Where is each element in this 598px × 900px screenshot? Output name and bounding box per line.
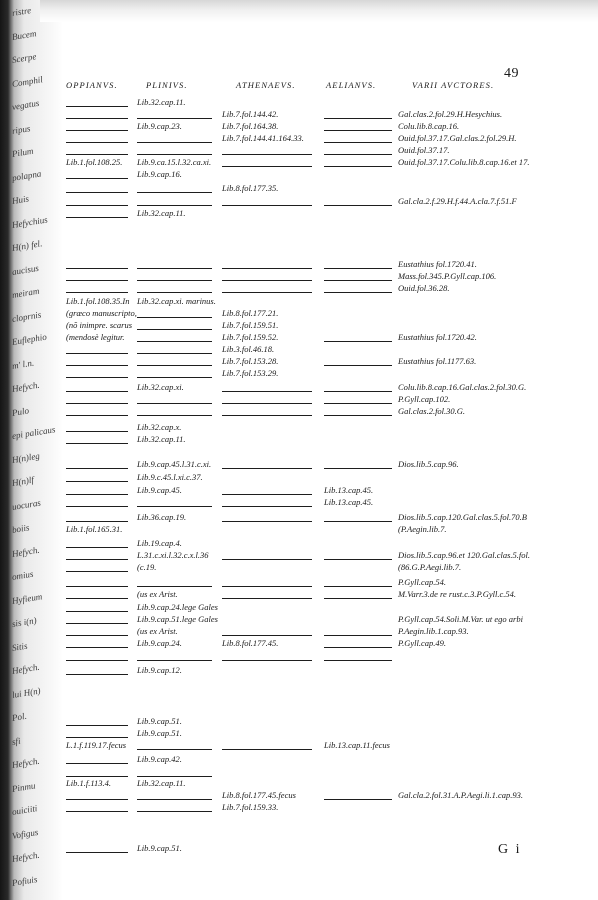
plinius-reference: Lib.9.cap.12. — [137, 665, 182, 675]
plinius-blank-rule — [137, 365, 212, 367]
varii-auctores-reference: Colu.lib.8.cap.16.Gal.clas.2.fol.30.G. — [398, 382, 527, 392]
athenaeus-reference: Lib.8.fol.177.45. — [222, 638, 279, 648]
varii-auctores-reference: (86.G.P.Aegi.lib.7. — [398, 562, 462, 572]
table-row — [0, 459, 598, 471]
left-page-fragment: Sitis — [11, 640, 29, 653]
varii-auctores-reference: Dios.lib.5.cap.96.et 120.Gal.clas.5.fol. — [398, 550, 530, 560]
athenaeus-reference: Lib.8.fol.177.21. — [222, 308, 279, 318]
aelianus-reference: Lib.13.cap.11.fecus — [324, 740, 390, 750]
table-row — [0, 283, 598, 295]
oppianus-blank-rule — [66, 494, 128, 496]
oppianus-blank-rule — [66, 547, 128, 549]
header-oppianus: OPPIANVS. — [66, 80, 118, 90]
varii-auctores-reference: Gal.clas.2.fol.29.H.Hesychius. — [398, 109, 503, 119]
table-row — [0, 589, 598, 601]
athenaeus-blank-rule — [222, 403, 312, 404]
oppianus-blank-rule — [66, 365, 128, 367]
plinius-reference: Lib.9.cap.24.lege Gales — [137, 602, 218, 612]
left-page-fragment: meiram — [11, 285, 40, 300]
plinius-blank-rule — [137, 268, 212, 270]
aelianus-blank-rule — [324, 468, 392, 469]
oppianus-blank-rule — [66, 178, 128, 180]
plinius-blank-rule — [137, 341, 212, 343]
aelianus-blank-rule — [324, 559, 392, 560]
plinius-reference: (us ex Arist. — [137, 589, 178, 599]
oppianus-reference: Lib.1.f.113.4. — [66, 778, 111, 788]
plinius-reference: Lib.9.cap.45.l.31.c.xi. — [137, 459, 212, 469]
oppianus-blank-rule — [66, 811, 128, 813]
varii-auctores-reference: Eustathius fol.1177.63. — [398, 356, 477, 366]
table-row — [0, 394, 598, 406]
header-varii-auctores: VARII AVCTORES. — [412, 80, 495, 90]
oppianus-blank-rule — [66, 725, 128, 727]
oppianus-blank-rule — [66, 130, 128, 132]
left-page-fragment: epi palicaus — [11, 424, 56, 441]
aelianus-blank-rule — [324, 598, 392, 599]
aelianus-blank-rule — [324, 341, 392, 342]
varii-auctores-reference: Ouid.fol.37.17.Gal.clas.2.fol.29.H. — [398, 133, 517, 143]
table-row — [0, 472, 598, 484]
oppianus-blank-rule — [66, 403, 128, 405]
oppianus-blank-rule — [66, 635, 128, 637]
athenaeus-blank-rule — [222, 494, 312, 495]
plinius-reference: Lib.32.cap.11. — [137, 434, 186, 444]
oppianus-blank-rule — [66, 559, 128, 561]
plinius-reference: (c.19. — [137, 562, 157, 572]
oppianus-blank-rule — [66, 415, 128, 417]
column-header-row — [0, 80, 598, 94]
header-athenaeus: ATHENAEVS. — [236, 80, 296, 90]
varii-auctores-reference: Dios.lib.5.cap.120.Gal.clas.5.fol.70.B — [398, 512, 527, 522]
table-row — [0, 524, 598, 536]
left-page-fragment: Hefych. — [11, 544, 41, 559]
oppianus-reference: Lib.1.fol.165.31. — [66, 524, 123, 534]
left-page-fragment: aucisus — [11, 262, 40, 277]
table-row — [0, 538, 598, 550]
left-page-fragment: Pilum — [11, 145, 35, 159]
oppianus-reference: Lib.1.fol.108.25. — [66, 157, 123, 167]
table-row — [0, 145, 598, 157]
left-page-fragment: Bucem — [11, 27, 37, 42]
oppianus-blank-rule — [66, 268, 128, 270]
table-row — [0, 169, 598, 181]
oppianus-blank-rule — [66, 154, 128, 156]
table-row — [0, 665, 598, 677]
oppianus-blank-rule — [66, 647, 128, 649]
left-page-fragment: vegatus — [11, 97, 40, 112]
varii-auctores-reference: Gal.cla.2.fol.31.A.P.Aegi.li.1.cap.93. — [398, 790, 523, 800]
aelianus-reference: Lib.13.cap.45. — [324, 485, 374, 495]
plinius-blank-rule — [137, 205, 212, 207]
varii-auctores-reference: (P.Aegin.lib.7. — [398, 524, 447, 534]
plinius-reference: Lib.9.cap.23. — [137, 121, 182, 131]
oppianus-blank-rule — [66, 353, 128, 355]
plinius-blank-rule — [137, 292, 212, 294]
plinius-blank-rule — [137, 799, 212, 801]
oppianus-blank-rule — [66, 506, 128, 508]
athenaeus-blank-rule — [222, 749, 312, 750]
oppianus-blank-rule — [66, 118, 128, 120]
oppianus-blank-rule — [66, 205, 128, 207]
header-aelianus: AELIANVS. — [326, 80, 377, 90]
plinius-blank-rule — [137, 811, 212, 813]
plinius-reference: Lib.9.cap.51. — [137, 843, 182, 853]
athenaeus-blank-rule — [222, 468, 312, 469]
table-row — [0, 271, 598, 283]
left-page-fragment: uocuras — [11, 497, 42, 512]
plinius-reference: Lib.9.cap.42. — [137, 754, 182, 764]
athenaeus-blank-rule — [222, 598, 312, 599]
oppianus-blank-rule — [66, 660, 128, 662]
athenaeus-blank-rule — [222, 635, 312, 636]
varii-auctores-reference: Ouid.fol.36.28. — [398, 283, 450, 293]
plinius-reference: Lib.32.cap.xi. marinus. — [137, 296, 216, 306]
left-page-fragment: Euflephio — [11, 331, 48, 347]
athenaeus-blank-rule — [222, 292, 312, 293]
plinius-blank-rule — [137, 506, 212, 508]
table-row — [0, 651, 598, 663]
varii-auctores-reference: Mass.fol.345.P.Gyll.cap.106. — [398, 271, 497, 281]
varii-auctores-reference: M.Varr.3.de re rust.c.3.P.Gyll.c.54. — [398, 589, 517, 599]
table-row — [0, 368, 598, 380]
left-page-fragment: Pulo — [11, 404, 30, 418]
table-row — [0, 716, 598, 728]
aelianus-blank-rule — [324, 280, 392, 281]
left-page-fragment: Hefych. — [11, 379, 41, 394]
left-page-fragment: H(n)leg — [11, 450, 41, 465]
oppianus-blank-rule — [66, 217, 128, 219]
plinius-blank-rule — [137, 377, 212, 379]
plinius-blank-rule — [137, 749, 212, 751]
athenaeus-reference: Lib.7.fol.159.51. — [222, 320, 279, 330]
left-page-fragment: Hyfieum — [11, 590, 43, 606]
varii-auctores-reference: Ouid.fol.37.17. — [398, 145, 450, 155]
varii-auctores-reference: P.Gyll.cap.54. — [398, 577, 447, 587]
aelianus-blank-rule — [324, 635, 392, 636]
plinius-reference: Lib.9.cap.51. — [137, 728, 182, 738]
plinius-blank-rule — [137, 353, 212, 355]
plinius-reference: Lib.36.cap.19. — [137, 512, 187, 522]
plinius-blank-rule — [137, 586, 212, 588]
table-row — [0, 550, 598, 562]
athenaeus-blank-rule — [222, 506, 312, 507]
varii-auctores-reference: Gal.cla.2.f.29.H.f.44.A.cla.7.f.51.F — [398, 196, 517, 206]
varii-auctores-reference: Gal.clas.2.fol.30.G. — [398, 406, 466, 416]
left-page-fragment: omius — [11, 568, 35, 582]
aelianus-blank-rule — [324, 142, 392, 143]
plinius-reference: Lib.9.cap.51. — [137, 716, 182, 726]
plinius-reference: Lib.9.c.45.l.xi.c.37. — [137, 472, 203, 482]
table-row — [0, 434, 598, 446]
plinius-blank-rule — [137, 118, 212, 120]
aelianus-blank-rule — [324, 166, 392, 167]
athenaeus-blank-rule — [222, 559, 312, 560]
table-row — [0, 344, 598, 356]
oppianus-blank-rule — [66, 799, 128, 801]
plinius-reference: Lib.19.cap.4. — [137, 538, 182, 548]
aelianus-blank-rule — [324, 415, 392, 416]
left-page-fragment: Pofiuis — [11, 873, 38, 888]
athenaeus-blank-rule — [222, 280, 312, 281]
left-page-fragment: ouiciiti — [11, 803, 38, 817]
table-row — [0, 422, 598, 434]
oppianus-blank-rule — [66, 674, 128, 676]
left-page-fragment: H(n) fel. — [11, 238, 43, 253]
varii-auctores-reference: Dios.lib.5.cap.96. — [398, 459, 459, 469]
varii-auctores-reference: Eustathius fol.1720.42. — [398, 332, 477, 342]
aelianus-blank-rule — [324, 205, 392, 206]
table-row — [0, 109, 598, 121]
plinius-reference: Lib.9.cap.16. — [137, 169, 182, 179]
athenaeus-reference: Lib.7.fol.153.28. — [222, 356, 279, 366]
aelianus-blank-rule — [324, 118, 392, 119]
varii-auctores-reference: P.Gyll.cap.49. — [398, 638, 447, 648]
oppianus-blank-rule — [66, 852, 128, 854]
plinius-reference: Lib.9.cap.45. — [137, 485, 182, 495]
left-page-fragment: Hefych. — [11, 849, 41, 864]
athenaeus-reference: Lib.7.fol.144.42. — [222, 109, 279, 119]
header-plinius: PLINIVS. — [146, 80, 188, 90]
plinius-reference: Lib.32.cap.x. — [137, 422, 182, 432]
oppianus-blank-rule — [66, 623, 128, 625]
athenaeus-reference: Lib.7.fol.164.38. — [222, 121, 279, 131]
oppianus-blank-rule — [66, 468, 128, 470]
plinius-reference: (us ex Arist. — [137, 626, 178, 636]
athenaeus-blank-rule — [222, 586, 312, 587]
athenaeus-blank-rule — [222, 268, 312, 269]
table-row — [0, 638, 598, 653]
oppianus-blank-rule — [66, 292, 128, 294]
oppianus-blank-rule — [66, 521, 128, 523]
table-row — [0, 121, 598, 133]
table-row — [0, 562, 598, 574]
left-page-fragment: cloprnis — [11, 308, 42, 324]
left-page-fragment: Hefychius — [11, 213, 49, 230]
table-row — [0, 740, 598, 752]
plinius-reference: Lib.32.cap.xi. — [137, 382, 184, 392]
left-page-fragment: Scerpe — [11, 51, 37, 65]
left-page-fragment: ristre — [11, 5, 32, 18]
plinius-blank-rule — [137, 776, 212, 778]
oppianus-blank-rule — [66, 192, 128, 194]
plinius-blank-rule — [137, 280, 212, 282]
oppianus-blank-rule — [66, 142, 128, 144]
left-page-fragment: m' l.n. — [11, 357, 35, 371]
aelianus-blank-rule — [324, 660, 392, 661]
left-page-fragment: Pinmu — [11, 779, 36, 794]
table-row — [0, 296, 598, 308]
plinius-blank-rule — [137, 317, 212, 319]
plinius-reference: Lib.9.ca.15.l.32.ca.xi. — [137, 157, 212, 167]
table-row — [0, 406, 598, 418]
left-page-fragment: boiis — [11, 522, 31, 535]
aelianus-blank-rule — [324, 403, 392, 404]
table-row — [0, 332, 598, 344]
left-page-fragment: H(n)lf — [11, 474, 35, 488]
athenaeus-blank-rule — [222, 205, 312, 206]
table-row — [0, 626, 598, 638]
varii-auctores-reference: Eustathius fol.1720.41. — [398, 259, 477, 269]
plinius-reference: Lib.32.cap.11. — [137, 208, 186, 218]
table-row — [0, 728, 598, 740]
plinius-reference: Lib.32.cap.11. — [137, 97, 186, 107]
athenaeus-blank-rule — [222, 391, 312, 392]
table-row — [0, 133, 598, 145]
left-page-fragment: ripus — [11, 122, 32, 136]
plinius-blank-rule — [137, 415, 212, 417]
athenaeus-reference: Lib.7.fol.159.52. — [222, 332, 279, 342]
aelianus-blank-rule — [324, 586, 392, 587]
varii-auctores-reference: Ouid.fol.37.17.Colu.lib.8.cap.16.et 17. — [398, 157, 530, 167]
athenaeus-reference: Lib.8.fol.177.45.fecus — [222, 790, 296, 800]
table-row — [0, 485, 598, 497]
left-page-fragment: Hefych. — [11, 755, 41, 770]
aelianus-blank-rule — [324, 365, 392, 366]
left-page-fragment: Vofigus — [11, 826, 39, 841]
aelianus-reference: Lib.13.cap.45. — [324, 497, 374, 507]
plinius-blank-rule — [137, 329, 212, 331]
table-row — [0, 208, 598, 220]
table-row — [0, 97, 598, 109]
page-number: 49 — [504, 66, 519, 81]
aelianus-blank-rule — [324, 268, 392, 269]
oppianus-reference: L.1.f.119.17.fecus — [66, 740, 127, 750]
oppianus-reference: (nõ inimpre. scarus — [66, 320, 133, 330]
aelianus-blank-rule — [324, 647, 392, 648]
athenaeus-blank-rule — [222, 521, 312, 522]
oppianus-blank-rule — [66, 737, 128, 739]
oppianus-blank-rule — [66, 377, 128, 379]
oppianus-blank-rule — [66, 586, 128, 588]
oppianus-reference: (mendosè legitur. — [66, 332, 125, 342]
table-row — [0, 778, 598, 790]
athenaeus-blank-rule — [222, 415, 312, 416]
table-row — [0, 577, 598, 589]
athenaeus-reference: Lib.8.fol.177.35. — [222, 183, 279, 193]
aelianus-blank-rule — [324, 799, 392, 800]
oppianus-blank-rule — [66, 431, 128, 433]
aelianus-blank-rule — [324, 292, 392, 293]
oppianus-blank-rule — [66, 481, 128, 483]
aelianus-blank-rule — [324, 391, 392, 392]
table-row — [0, 259, 598, 271]
table-row — [0, 157, 598, 169]
plinius-blank-rule — [137, 192, 212, 194]
left-page-fragment: lui H(n) — [11, 685, 42, 700]
aelianus-blank-rule — [324, 521, 392, 522]
table-row — [0, 614, 598, 626]
table-row — [0, 183, 598, 195]
aelianus-blank-rule — [324, 154, 392, 155]
table-row — [0, 754, 598, 766]
table-row — [0, 512, 598, 524]
table-row — [0, 320, 598, 332]
plinius-reference: Lib.9.cap.24. — [137, 638, 182, 648]
oppianus-blank-rule — [66, 443, 128, 445]
oppianus-blank-rule — [66, 106, 128, 108]
table-row — [0, 308, 598, 320]
table-row — [0, 196, 598, 208]
left-page-fragment: Hefych. — [11, 661, 41, 676]
oppianus-blank-rule — [66, 776, 128, 778]
oppianus-blank-rule — [66, 571, 128, 573]
left-page-fragment: sis i(n) — [11, 615, 38, 629]
table-row — [0, 356, 598, 371]
varii-auctores-reference: P.Aegin.lib.1.cap.93. — [398, 626, 469, 636]
varii-auctores-reference: Colu.lib.8.cap.16. — [398, 121, 460, 131]
athenaeus-blank-rule — [222, 660, 312, 661]
left-page-fragment: polapna — [11, 167, 42, 183]
plinius-blank-rule — [137, 403, 212, 405]
oppianus-blank-rule — [66, 391, 128, 393]
varii-auctores-reference: P.Gyll.cap.54.Soli.M.Var. ut ego arbi — [398, 614, 523, 624]
athenaeus-reference: Lib.7.fol.144.41.164.33. — [222, 133, 304, 143]
athenaeus-reference: Lib.3.fol.46.18. — [222, 344, 275, 354]
athenaeus-blank-rule — [222, 154, 312, 155]
plinius-reference: Lib.9.cap.51.lege Gales — [137, 614, 218, 624]
table-row — [0, 790, 598, 802]
oppianus-blank-rule — [66, 598, 128, 600]
left-page-fragment: Pol. — [11, 710, 28, 723]
plinius-blank-rule — [137, 142, 212, 144]
plinius-reference: Lib.32.cap.11. — [137, 778, 186, 788]
table-row — [0, 379, 598, 394]
oppianus-reference: Lib.1.fol.108.35.In — [66, 296, 130, 306]
table-row — [0, 497, 598, 512]
left-page-fragment: Comphil — [11, 73, 44, 89]
left-page-fragment: Huis — [11, 193, 30, 206]
athenaeus-reference: Lib.7.fol.159.33. — [222, 802, 279, 812]
gathering-signature: G i — [498, 842, 522, 857]
oppianus-blank-rule — [66, 280, 128, 282]
table-row — [0, 602, 598, 614]
table-row — [0, 802, 598, 814]
plinius-blank-rule — [137, 154, 212, 156]
athenaeus-blank-rule — [222, 166, 312, 167]
oppianus-blank-rule — [66, 763, 128, 765]
athenaeus-reference: Lib.7.fol.153.29. — [222, 368, 279, 378]
left-page-fragment: sfi — [11, 735, 22, 747]
page-top-shadow — [40, 0, 598, 22]
aelianus-blank-rule — [324, 130, 392, 131]
plinius-reference: L.31.c.xi.l.32.c.x.l.36 — [137, 550, 209, 560]
varii-auctores-reference: P.Gyll.cap.102. — [398, 394, 451, 404]
oppianus-reference: (græco manuscripto, — [66, 308, 137, 318]
oppianus-blank-rule — [66, 611, 128, 613]
plinius-blank-rule — [137, 660, 212, 662]
